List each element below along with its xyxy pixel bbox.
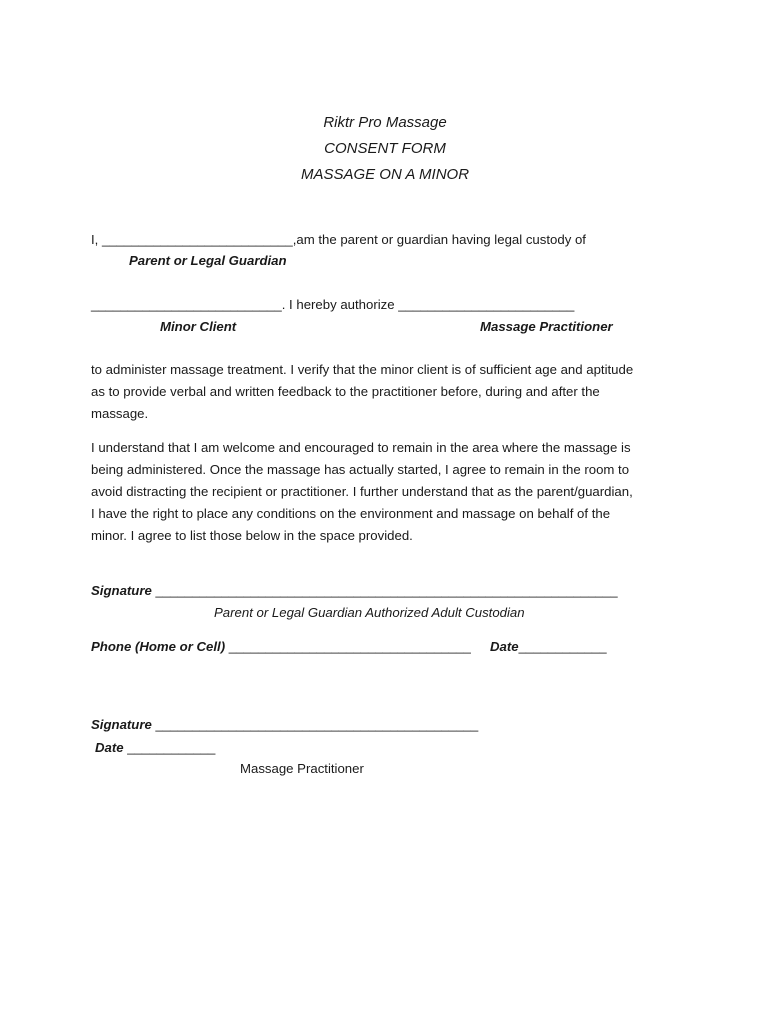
treatment-paragraph: to administer massage treatment. I verify that the minor client is of sufficient age and aptitude as to provide verbal and written feedback to the practitioner before, during and after the massage.	[91, 362, 634, 421]
guardian-name-field[interactable]: __________________________	[102, 232, 293, 247]
practitioner-date-field[interactable]: ____________	[127, 740, 216, 755]
custody-statement	[91, 231, 586, 249]
guardian-date-field[interactable]: ____________	[518, 639, 607, 654]
guardian-signature-caption: Parent or Legal Guardian Authorized Adult Custodian	[214, 605, 525, 620]
custody-suffix: ,am the parent or guardian having legal custody of	[292, 232, 586, 247]
phone-label: Phone (Home or Cell)	[91, 639, 226, 654]
practitioner-date-label: Date	[95, 740, 124, 755]
form-name: CONSENT FORM	[324, 140, 446, 157]
presence-paragraph: I understand that I am welcome and encouraged to remain in the area where the massage is being administered. Once the massage has actually started, I agree to remain in the room to avoid distracting the recipient or practitioner. I further understand that as the parent/guardian, I have the right to place any conditions on the environment and massage on behalf of the minor. I agree to list those below in the space provided.	[91, 440, 633, 543]
guardian-signature-label: Signature	[91, 583, 152, 598]
practitioner-date-row	[95, 739, 215, 757]
minor-name-field[interactable]: __________________________	[91, 297, 282, 312]
guardian-caption: Parent or Legal Guardian	[129, 253, 287, 268]
authorization-line	[91, 296, 574, 314]
guardian-date-row	[490, 638, 607, 656]
guardian-signature-field[interactable]: _______________________________________________________________	[155, 583, 618, 598]
practitioner-signature-caption: Massage Practitioner	[240, 761, 364, 776]
phone-field[interactable]: _________________________________	[228, 639, 471, 654]
guardian-signature-row	[91, 582, 618, 600]
phone-row	[91, 638, 471, 656]
guardian-date-label: Date	[490, 639, 519, 654]
minor-caption: Minor Client	[160, 319, 237, 334]
business-name: Riktr Pro Massage	[323, 114, 447, 131]
practitioner-caption: Massage Practitioner	[480, 319, 613, 334]
practitioner-name-field[interactable]: ________________________	[398, 297, 575, 312]
authorization-text: . I hereby authorize	[281, 297, 395, 312]
practitioner-signature-field[interactable]: ____________________________________________	[155, 717, 479, 732]
practitioner-signature-row	[91, 716, 478, 734]
form-subject: MASSAGE ON A MINOR	[300, 166, 470, 183]
practitioner-signature-label: Signature	[91, 717, 152, 732]
custody-prefix: I,	[91, 232, 99, 247]
